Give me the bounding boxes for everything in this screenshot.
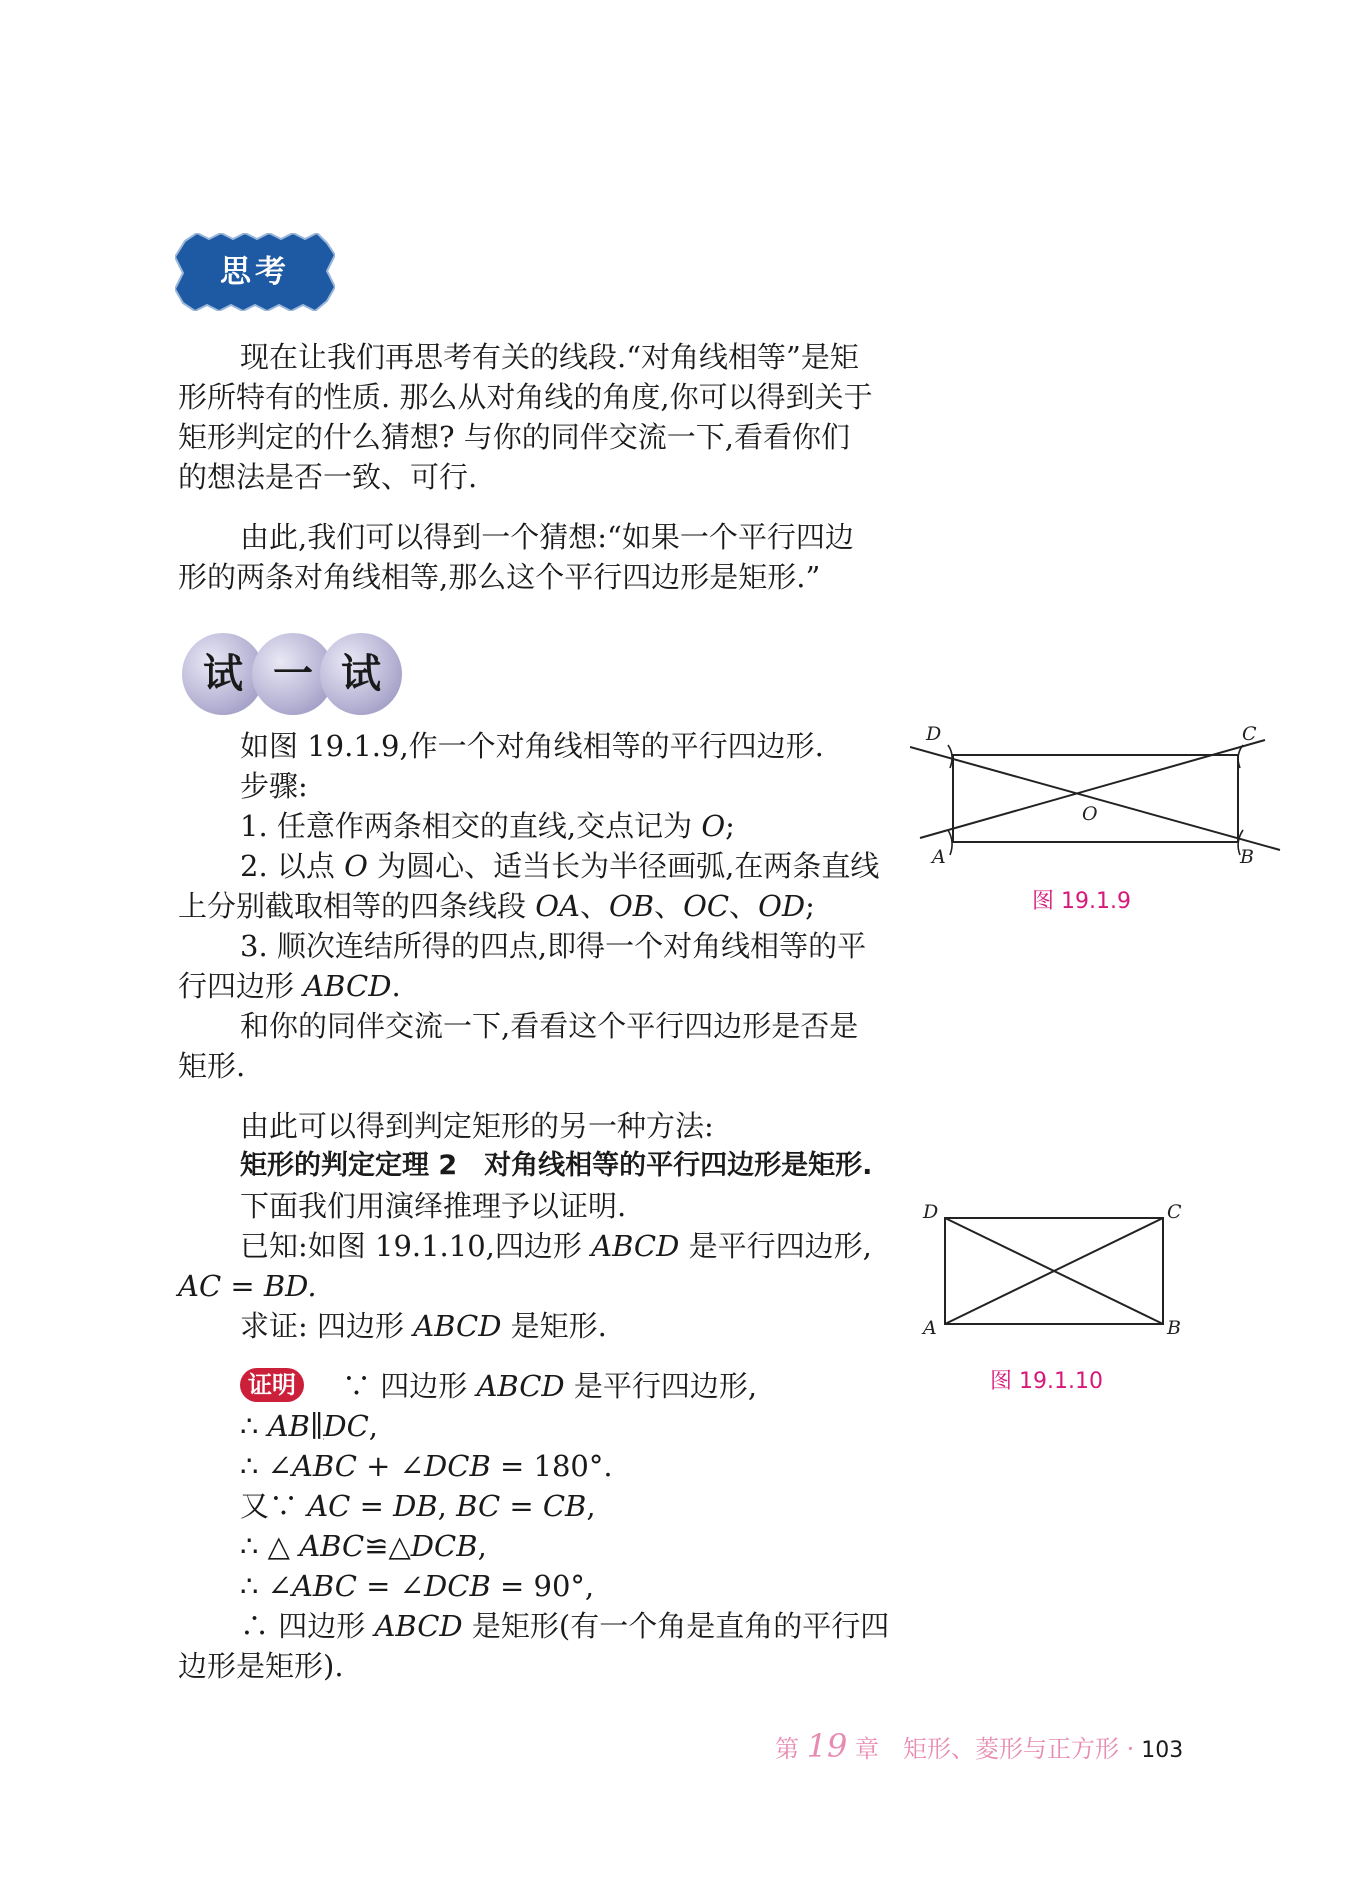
try-line-4: 2. 以点 O 为圆心、适当长为半径画弧,在两条直线 (240, 849, 880, 883)
proof-line-6: ∴ ∠ABC = ∠DCB = 90°, (240, 1569, 595, 1603)
proof-line-3: ∴ ∠ABC + ∠DCB = 180°. (240, 1449, 613, 1483)
arc-d (948, 745, 952, 768)
diagonal-line-1 (910, 747, 1280, 850)
proof-line-1: ∵ 四边形 ABCD 是平行四边形, (342, 1369, 758, 1403)
label-c: C (1242, 723, 1257, 745)
page-footer (775, 1727, 1183, 1765)
try-line-5: 上分别截取相等的四条线段 OA、OB、OC、OD; (178, 889, 815, 923)
proof-line-4: 又∵ AC = DB, BC = CB, (240, 1489, 596, 1523)
theorem-intro: 由此可以得到判定矩形的另一种方法: (240, 1109, 714, 1143)
think-badge-label: 思考 (220, 254, 290, 290)
conjecture-line-2: 形的两条对角线相等,那么这个平行四边形是矩形.” (178, 560, 821, 594)
proof-line-5: ∴ △ ABC≌△DCB, (240, 1529, 487, 1563)
page-number: 103 (1134, 1738, 1184, 1763)
try-line-1: 如图 19.1.9,作一个对角线相等的平行四边形. (240, 729, 824, 763)
try-badge-3: 试 (320, 633, 402, 715)
think-line-4: 的想法是否一致、可行. (178, 460, 478, 494)
footer-chapter-title: 章 矩形、菱形与正方形 · (847, 1735, 1135, 1763)
proof-line-2: ∴ AB∥DC, (240, 1409, 379, 1443)
footer-prefix: 第 (775, 1735, 807, 1763)
label-d: D (926, 723, 942, 745)
prove-line: 求证: 四边形 ABCD 是矩形. (240, 1309, 607, 1343)
label-c2: C (1167, 1201, 1182, 1223)
label-o: O (1082, 803, 1098, 825)
try-badge-1: 试 (182, 633, 264, 715)
try-line-7: 行四边形 ABCD. (178, 969, 401, 1003)
try-line-2: 步骤: (240, 769, 308, 803)
try-line-8: 和你的同伴交流一下,看看这个平行四边形是否是 (240, 1009, 859, 1043)
proof-line-8: 边形是矩形). (178, 1649, 344, 1683)
think-line-3: 矩形判定的什么猜想? 与你的同伴交流一下,看看你们 (178, 420, 850, 454)
theorem-statement: 矩形的判定定理 2 对角线相等的平行四边形是矩形. (240, 1150, 873, 1181)
think-line-2: 形所特有的性质. 那么从对角线的角度,你可以得到关于 (178, 380, 873, 414)
try-line-9: 矩形. (178, 1049, 246, 1083)
try-line-6: 3. 顺次连结所得的四点,即得一个对角线相等的平 (240, 929, 867, 963)
think-badge (175, 233, 335, 311)
label-d2: D (923, 1201, 939, 1223)
theorem-deduce: 下面我们用演绎推理予以证明. (240, 1189, 627, 1223)
try-badge-2: 一 (252, 633, 334, 715)
proof-badge: 证明 (240, 1368, 304, 1402)
label-b: B (1240, 846, 1254, 868)
label-a: A (932, 846, 946, 868)
figure-19-1-9 (910, 720, 1290, 870)
label-a2: A (923, 1317, 937, 1339)
given-line-2: AC = BD. (178, 1269, 317, 1303)
try-line-3: 1. 任意作两条相交的直线,交点记为 O; (240, 809, 735, 843)
figure-19-1-10 (915, 1200, 1195, 1340)
label-b2: B (1167, 1317, 1181, 1339)
given-line-1: 已知:如图 19.1.10,四边形 ABCD 是平行四边形, (240, 1229, 872, 1263)
footer-chapter-number: 19 (806, 1727, 848, 1765)
figure-19-1-9-caption: 图 19.1.9 (1032, 889, 1131, 914)
figure-19-1-10-caption: 图 19.1.10 (990, 1369, 1103, 1394)
think-line-1: 现在让我们再思考有关的线段.“对角线相等”是矩 (240, 340, 859, 374)
arc-a (948, 830, 952, 855)
proof-line-7: ∴ 四边形 ABCD 是矩形(有一个角是直角的平行四 (240, 1609, 890, 1643)
conjecture-line-1: 由此,我们可以得到一个猜想:“如果一个平行四边 (240, 520, 854, 554)
